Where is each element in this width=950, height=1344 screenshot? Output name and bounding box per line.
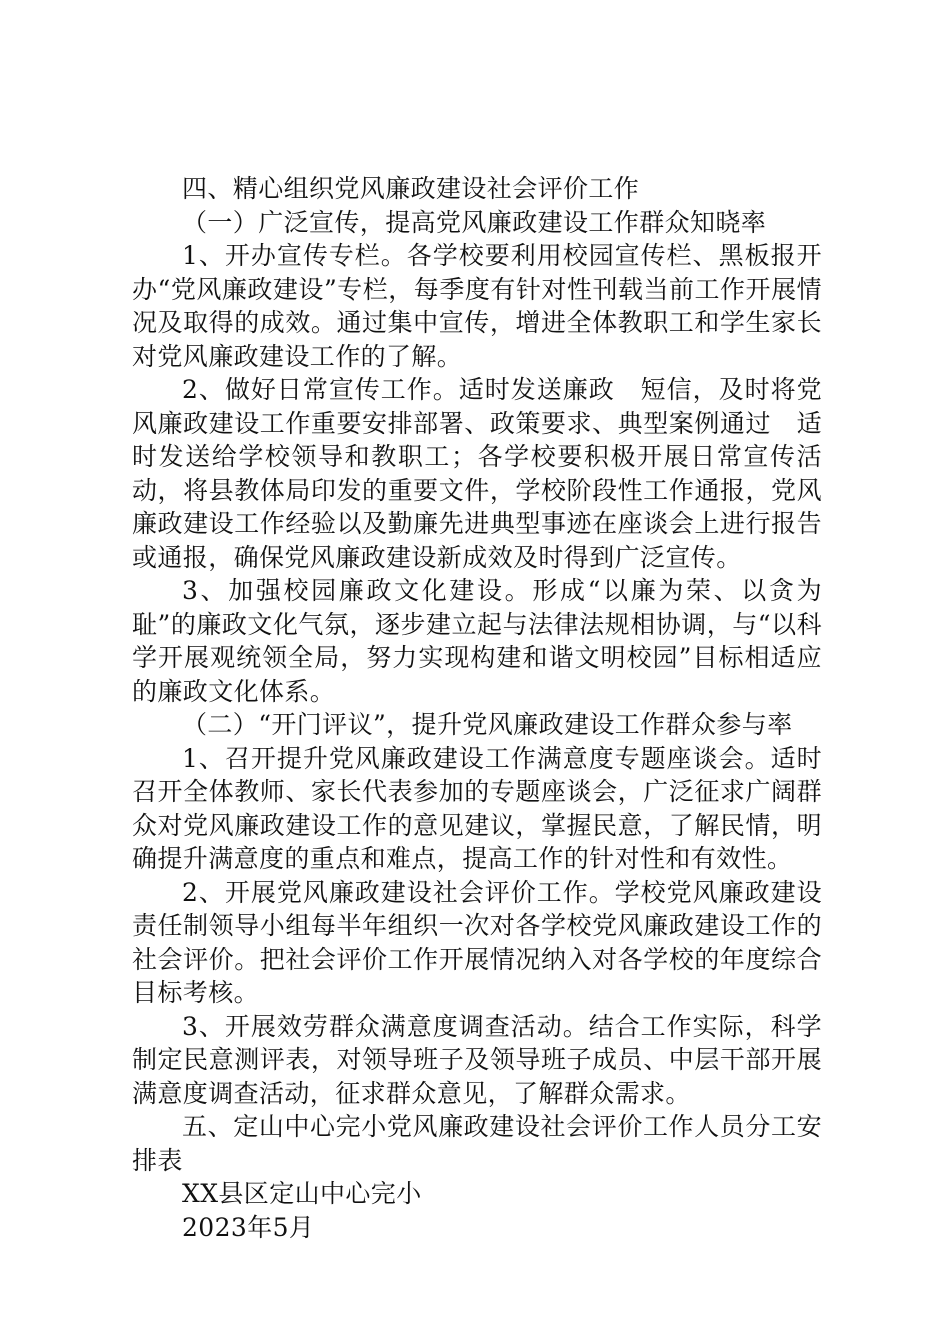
paragraph-social-evaluation: 2、开展党风廉政建设社会评价工作。学校党风廉政建设责任制领导小组每半年组织一次对各学校党风廉政建设工作的社会评价。把社会评价工作开展情况纳入对各学校的年度综合目标考核。: [132, 877, 822, 1007]
signature-school: XX县区定山中心完小: [182, 1179, 422, 1208]
paragraph-satisfaction-survey: 3、开展效劳群众满意度调查活动。结合工作实际，科学制定民意测评表，对领导班子及领导班子成员、中层干部开展满意度调查活动，征求群众意见，了解群众需求。: [132, 1011, 822, 1108]
section-heading-4: 四、精心组织党风廉政建设社会评价工作: [182, 174, 640, 203]
subsection-heading-2: （二）“开门评议”，提升党风廉政建设工作群众参与率: [182, 710, 793, 739]
paragraph-publicity-column: 1、开办宣传专栏。各学校要利用校园宣传栏、黑板报开办“党风廉政建设”专栏，每季度有针对性刊载当前工作开展情况及取得的成效。通过集中宣传，增进全体教职工和学生家长对党风廉政建设工作的了解。: [132, 241, 822, 371]
section-heading-5: 五、定山中心完小党风廉政建设社会评价工作人员分工安排表: [132, 1112, 822, 1175]
paragraph-symposium: 1、召开提升党风廉政建设工作满意度专题座谈会。适时召开全体教师、家长代表参加的专题座谈会，广泛征求广阔群众对党风廉政建设工作的意见建议，掌握民意，了解民情，明确提升满意度的重点和难点，提高工作的针对性和有效性。: [132, 743, 822, 873]
document-body: [132, 172, 822, 1244]
subsection-heading-1: （一）广泛宣传，提高党风廉政建设工作群众知晓率: [182, 207, 767, 237]
signature-date: 2023年5月: [182, 1212, 315, 1242]
paragraph-campus-culture: 3、加强校园廉政文化建设。形成“以廉为荣、以贪为耻”的廉政文化气氛，逐步建立起与法律法规相协调，与“以科学开展观统领全局，努力实现构建和谐文明校园”目标相适应的廉政文化体系。: [132, 576, 822, 706]
paragraph-daily-publicity: 2、做好日常宣传工作。适时发送廉政 短信，及时将党风廉政建设工作重要安排部署、政策要求、典型案例通过 适时发送给学校领导和教职工；各学校要积极开展日常宣传活动，将县教体局印发的重要文件，学校阶段性工作通报，党风廉政建设工作经验以及勤廉先进典型事迹在座谈会上进行报告或通报，确保党风廉政建设新成效及时得到广泛宣传。: [132, 375, 822, 572]
